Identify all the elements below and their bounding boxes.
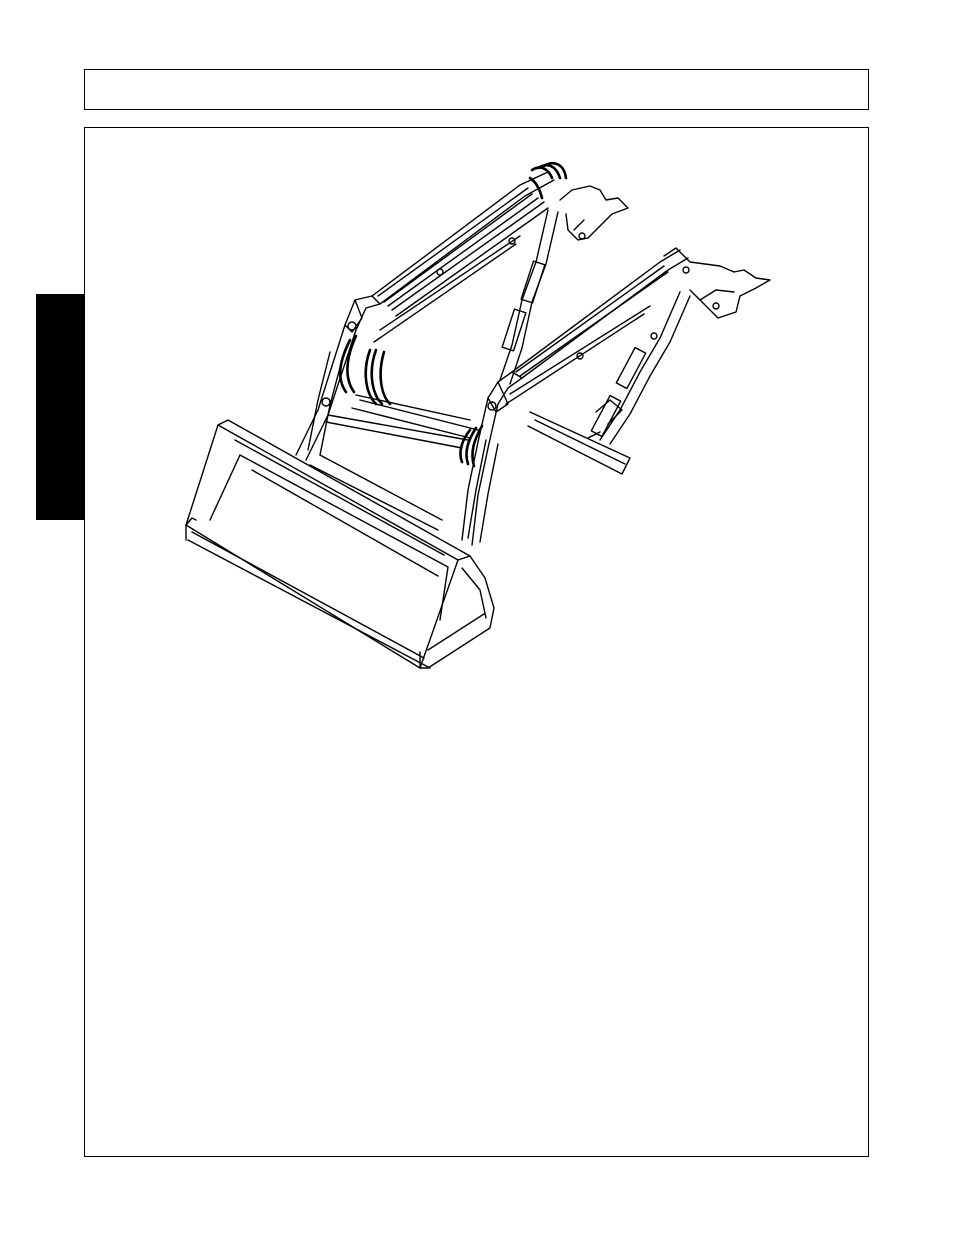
right-mount-bracket [664, 248, 770, 318]
right-hydraulic-hoses [460, 426, 482, 466]
right-loader-arm [462, 250, 688, 545]
bucket [186, 420, 494, 668]
left-mount-bracket [560, 186, 628, 240]
